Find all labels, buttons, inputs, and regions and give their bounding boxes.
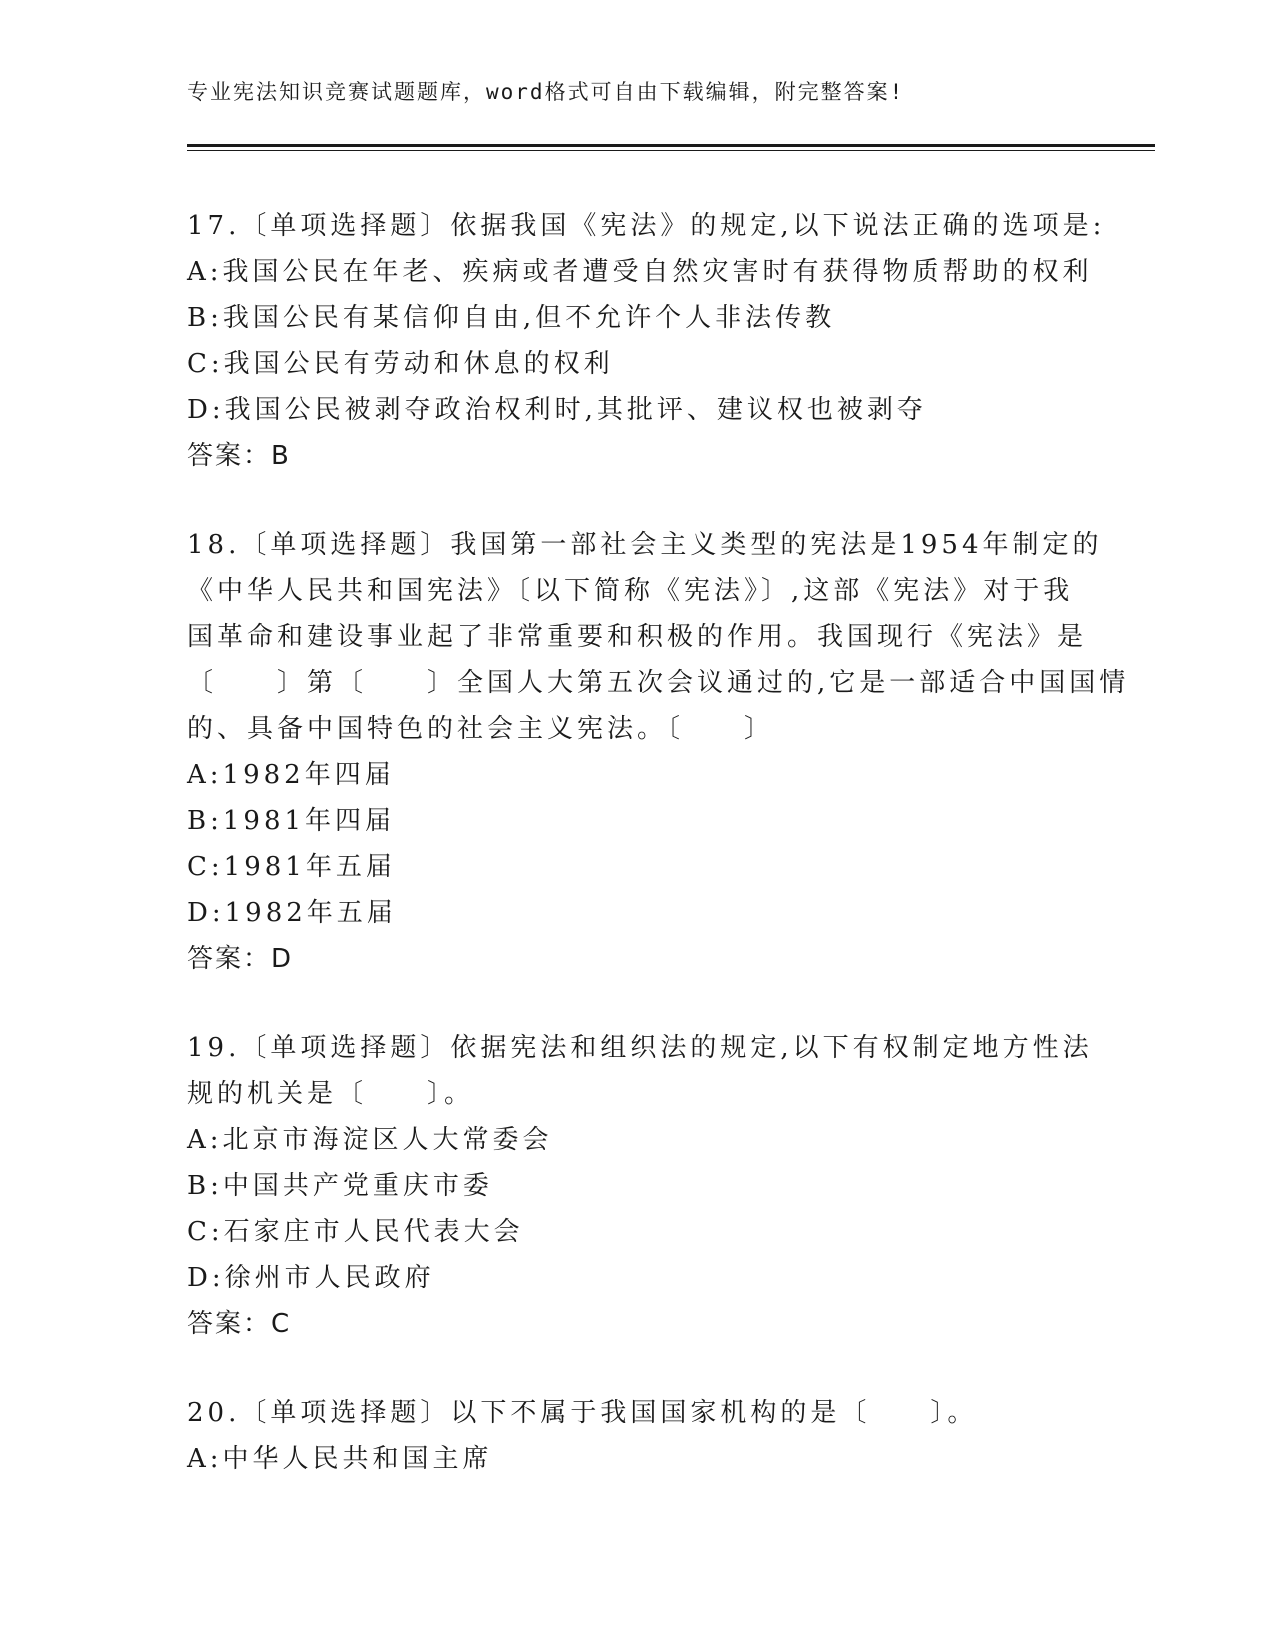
question-18 (187, 522, 1130, 982)
question-list (187, 203, 1130, 1525)
header-rule-thick (187, 144, 1155, 147)
question-stem: 17.〔单项选择题〕依据我国《宪法》的规定,以下说法正确的选项是: (187, 211, 1106, 241)
option-b: B:中国共产党重庆市委 (187, 1171, 493, 1201)
option-d: D:1982年五届 (187, 898, 397, 928)
option-a: A:中华人民共和国主席 (187, 1444, 493, 1474)
option-b: B:1981年四届 (187, 806, 396, 836)
answer-text: 答案：B (187, 441, 291, 471)
page-header: 专业宪法知识竞赛试题题库，word格式可自由下载编辑，附完整答案! (187, 80, 905, 104)
option-c: C:石家庄市人民代表大会 (187, 1217, 524, 1247)
option-a: A:北京市海淀区人大常委会 (187, 1125, 553, 1155)
option-d: D:徐州市人民政府 (187, 1263, 435, 1293)
question-stem: 国革命和建设事业起了非常重要和积极的作用。我国现行《宪法》是 (187, 622, 1088, 652)
option-b: B:我国公民有某信仰自由,但不允许个人非法传教 (187, 303, 836, 333)
option-a: A:1982年四届 (187, 760, 395, 790)
question-stem: 的、具备中国特色的社会主义宪法。〔 〕 (187, 714, 775, 744)
question-20 (187, 1390, 1087, 1482)
question-stem: 规的机关是〔 〕。 (187, 1079, 475, 1109)
option-c: C:1981年五届 (187, 852, 396, 882)
question-stem: 〔 〕第〔 〕全国人大第五次会议通过的,它是一部适合中国国情 (187, 668, 1130, 698)
option-a: A:我国公民在年老、疾病或者遭受自然灾害时有获得物质帮助的权利 (187, 257, 1093, 287)
option-d: D:我国公民被剥夺政治权利时,其批评、建议权也被剥夺 (187, 395, 927, 425)
option-c: C:我国公民有劳动和休息的权利 (187, 349, 614, 379)
question-17 (187, 203, 1106, 479)
header-rule-thin (187, 150, 1155, 151)
answer-text: 答案：D (187, 944, 294, 974)
question-stem: 18.〔单项选择题〕我国第一部社会主义类型的宪法是1954年制定的 (187, 530, 1103, 560)
answer-text: 答案：C (187, 1309, 292, 1339)
question-stem: 19.〔单项选择题〕依据宪法和组织法的规定,以下有权制定地方性法 (187, 1033, 1093, 1063)
question-stem: 20.〔单项选择题〕以下不属于我国国家机构的是〔 〕。 (187, 1398, 978, 1428)
question-19 (187, 1025, 1093, 1347)
question-stem: 《中华人民共和国宪法》〔以下简称《宪法》〕,这部《宪法》对于我 (187, 576, 1074, 606)
